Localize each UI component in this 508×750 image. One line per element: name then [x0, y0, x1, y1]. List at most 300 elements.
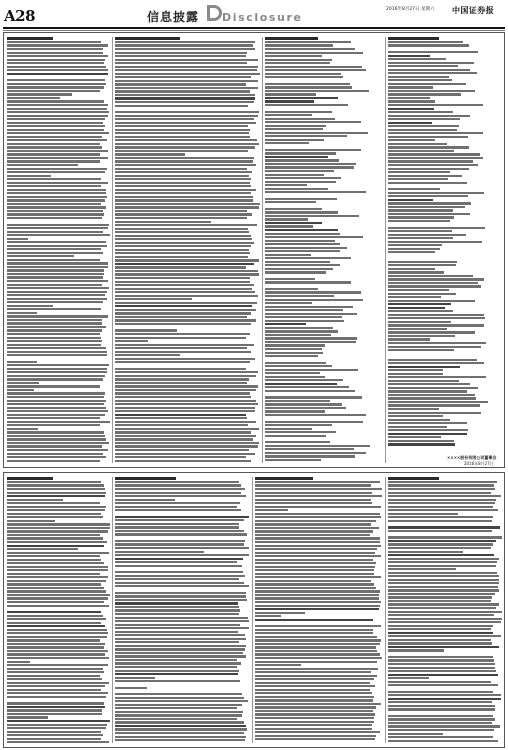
announcement-column-4: [388, 477, 502, 743]
text-line: [265, 236, 363, 238]
text-line: [388, 118, 460, 120]
text-line: [7, 175, 51, 177]
text-line: [7, 371, 107, 373]
text-line: [265, 177, 341, 179]
text-line: [115, 358, 255, 360]
text-line: [115, 66, 258, 68]
text-line: [115, 122, 256, 124]
text-line: [7, 139, 107, 141]
text-line: [7, 203, 101, 205]
text-line: [115, 606, 239, 608]
text-line: [265, 208, 322, 210]
text-line: [115, 721, 244, 723]
text-line: [115, 224, 257, 226]
text-line: [255, 601, 381, 603]
text-line: [115, 337, 246, 339]
text-line: [388, 639, 491, 641]
text-line: [388, 440, 454, 442]
text-line: [388, 72, 477, 74]
text-line: [255, 731, 380, 733]
text-line: [115, 228, 248, 230]
text-line: [115, 344, 254, 346]
text-line: [255, 619, 373, 621]
text-line: [255, 664, 301, 666]
text-line: [388, 125, 459, 127]
text-line: [7, 364, 109, 366]
text-line: [7, 269, 104, 271]
text-line: [265, 291, 361, 293]
text-line: [388, 195, 468, 197]
text-line: [7, 276, 103, 278]
text-line: [115, 739, 245, 741]
text-line: [115, 235, 251, 237]
text-line: [115, 516, 249, 518]
text-line: [255, 675, 377, 677]
text-line: [115, 115, 258, 117]
text-line: [7, 477, 53, 480]
text-line: [115, 118, 254, 120]
text-line: [7, 171, 105, 173]
text-line: [265, 135, 347, 137]
text-line: [265, 66, 362, 68]
text-line: [115, 641, 239, 643]
text-line: [115, 231, 249, 233]
text-line: [255, 738, 375, 740]
text-line: [388, 65, 458, 67]
text-line: [255, 477, 313, 480]
text-line: [115, 263, 254, 265]
text-line: [388, 293, 456, 295]
text-line: [7, 189, 106, 191]
text-line: [255, 605, 380, 607]
text-line: [255, 735, 376, 737]
text-line: [255, 537, 380, 539]
text-line: [265, 390, 355, 392]
text-line: [7, 639, 100, 641]
text-line: [115, 424, 248, 426]
text-line: [388, 575, 499, 577]
text-line: [388, 331, 475, 333]
text-line: [388, 628, 491, 630]
text-line: [255, 481, 380, 483]
text-line: [7, 622, 101, 624]
text-line: [388, 271, 444, 273]
text-line: [255, 682, 370, 684]
text-line: [388, 558, 499, 560]
text-line: [265, 352, 323, 354]
text-line: [255, 706, 376, 708]
text-line: [255, 710, 373, 712]
text-line: [7, 594, 110, 596]
text-line: [388, 362, 484, 364]
text-line: [7, 576, 108, 578]
text-line: [265, 302, 312, 304]
text-line: [7, 90, 100, 92]
text-line: [388, 582, 499, 584]
text-line: [255, 653, 380, 655]
text-line: [388, 199, 433, 201]
text-line: [265, 247, 347, 249]
text-line: [265, 97, 338, 99]
text-line: [7, 298, 107, 300]
text-line: [7, 315, 108, 317]
text-line: [7, 199, 105, 201]
announcement-date: 2016年8月27日: [464, 461, 494, 466]
text-line: [265, 327, 333, 329]
text-line: [115, 288, 252, 290]
text-line: [115, 192, 251, 194]
text-line: [115, 111, 259, 113]
text-line: [388, 499, 496, 501]
text-line: [115, 249, 249, 251]
text-line: [265, 365, 332, 367]
text-line: [388, 390, 467, 392]
text-line: [115, 638, 246, 640]
text-line: [115, 87, 258, 89]
text-line: [115, 129, 250, 131]
text-line: [255, 534, 370, 536]
text-line: [115, 52, 247, 54]
text-line: [388, 589, 499, 591]
text-line: [115, 704, 242, 706]
text-line: [115, 602, 238, 604]
text-line: [115, 645, 246, 647]
text-line: [7, 657, 109, 659]
text-line: [115, 298, 192, 300]
text-line: [255, 492, 372, 494]
text-line: [265, 383, 337, 385]
text-line: [265, 261, 330, 263]
text-line: [255, 717, 374, 719]
announcement-column-3: [265, 37, 383, 463]
text-line: [115, 125, 248, 127]
text-line: [255, 721, 374, 723]
text-line: [7, 389, 34, 391]
text-line: [388, 171, 450, 173]
text-line: [265, 295, 334, 297]
text-line: [255, 509, 288, 511]
text-line: [7, 653, 105, 655]
text-line: [255, 713, 375, 715]
text-line: [7, 245, 107, 247]
text-line: [388, 586, 498, 588]
text-line: [388, 611, 502, 613]
text-line: [255, 671, 371, 673]
header-rule-thin: [3, 30, 505, 31]
text-line: [115, 371, 258, 373]
text-line: [7, 322, 102, 324]
text-line: [265, 52, 363, 54]
text-line: [115, 217, 247, 219]
text-line: [115, 421, 256, 423]
text-line: [265, 76, 343, 78]
text-line: [7, 93, 72, 95]
text-line: [265, 86, 352, 88]
text-line: [115, 351, 251, 353]
text-line: [265, 376, 325, 378]
text-line: [7, 632, 108, 634]
text-line: [255, 569, 374, 571]
text-line: [115, 714, 242, 716]
text-line: [115, 143, 259, 145]
text-line: [115, 266, 246, 268]
text-line: [115, 417, 247, 419]
text-line: [7, 37, 53, 40]
text-line: [7, 301, 103, 303]
text-line: [388, 289, 449, 291]
text-line: [7, 453, 103, 455]
text-line: [265, 400, 330, 402]
text-line: [7, 685, 105, 687]
text-line: [115, 136, 250, 138]
text-line: [388, 307, 445, 309]
text-line: [7, 227, 108, 229]
text-line: [115, 620, 249, 622]
text-line: [115, 414, 246, 416]
text-line: [7, 569, 108, 571]
text-line: [255, 629, 373, 631]
text-line: [388, 733, 443, 735]
text-line: [115, 400, 256, 402]
text-line: [265, 48, 355, 50]
text-line: [7, 502, 100, 504]
text-line: [115, 613, 239, 615]
text-line: [7, 417, 100, 419]
text-line: [388, 698, 501, 700]
text-line: [115, 582, 244, 584]
text-line: [7, 692, 108, 694]
text-line: [115, 495, 246, 497]
text-line: [7, 559, 101, 561]
text-line: [115, 396, 251, 398]
text-line: [388, 111, 453, 113]
text-line: [115, 69, 257, 71]
text-line: [115, 693, 242, 695]
text-line: [115, 164, 256, 166]
text-line: [265, 448, 354, 450]
text-line: [7, 347, 106, 349]
text-line: [7, 100, 104, 102]
text-line: [115, 477, 176, 480]
text-line: [265, 243, 340, 245]
text-line: [7, 115, 108, 117]
text-line: [115, 502, 240, 504]
text-line: [388, 369, 443, 371]
text-line: [115, 385, 258, 387]
text-line: [7, 709, 102, 711]
text-line: [388, 282, 478, 284]
text-line: [7, 333, 100, 335]
text-line: [115, 41, 255, 43]
text-line: [115, 273, 259, 275]
text-line: [7, 59, 105, 61]
text-line: [115, 530, 244, 532]
text-line: [388, 234, 466, 236]
text-line: [115, 312, 251, 314]
text-line: [7, 650, 108, 652]
text-line: [7, 164, 78, 166]
text-line: [115, 571, 243, 573]
text-line: [388, 596, 492, 598]
text-line: [115, 55, 246, 57]
text-line: [115, 189, 256, 191]
text-line: [388, 160, 473, 162]
text-line: [388, 740, 498, 742]
text-line: [265, 431, 336, 433]
text-line: [388, 663, 495, 665]
text-line: [388, 502, 495, 504]
text-line: [115, 196, 253, 198]
text-line: [388, 346, 481, 348]
text-line: [7, 385, 100, 387]
text-line: [388, 349, 454, 351]
text-line: [115, 680, 240, 682]
text-line: [388, 342, 486, 344]
text-line: [388, 157, 483, 159]
text-line: [115, 48, 255, 50]
text-line: [265, 59, 332, 61]
text-line: [115, 445, 258, 447]
text-line: [7, 259, 100, 261]
text-line: [388, 674, 498, 676]
text-line: [7, 727, 106, 729]
text-line: [115, 256, 248, 258]
text-line: [388, 484, 494, 486]
text-line: [7, 168, 107, 170]
text-line: [265, 152, 336, 154]
text-line: [388, 603, 499, 605]
text-line: [388, 129, 457, 131]
text-line: [115, 94, 255, 96]
text-line: [115, 277, 250, 279]
text-line: [265, 41, 351, 43]
text-line: [115, 543, 244, 545]
text-line: [255, 573, 374, 575]
text-line: [388, 83, 466, 85]
text-line: [388, 554, 494, 556]
text-line: [7, 442, 109, 444]
text-line: [7, 643, 105, 645]
text-line: [388, 708, 495, 710]
text-line: [255, 696, 374, 698]
text-line: [7, 460, 100, 462]
text-line: [7, 294, 105, 296]
text-line: [7, 587, 104, 589]
text-line: [7, 118, 105, 120]
text-line: [7, 319, 102, 321]
text-line: [115, 80, 258, 82]
text-line: [115, 523, 239, 525]
text-line: [115, 354, 180, 356]
text-line: [7, 625, 105, 627]
text-line: [388, 607, 496, 609]
text-line: [115, 677, 155, 679]
text-line: [7, 682, 109, 684]
text-line: [115, 295, 258, 297]
text-line: [115, 291, 255, 293]
text-line: [255, 615, 281, 617]
text-line: [7, 255, 74, 257]
text-line: [265, 268, 333, 270]
text-line: [265, 250, 340, 252]
text-line: [265, 188, 328, 190]
text-line: [388, 261, 457, 263]
issue-date: 2016年8月27日 星期六: [386, 7, 435, 12]
text-line: [388, 670, 496, 672]
text-line: [388, 722, 492, 724]
text-line: [388, 237, 453, 239]
text-line: [388, 227, 485, 229]
text-line: [388, 429, 468, 431]
text-line: [388, 415, 443, 417]
text-line: [388, 551, 463, 553]
text-line: [388, 178, 448, 180]
text-line: [388, 192, 484, 194]
text-line: [115, 270, 258, 272]
text-line: [255, 562, 376, 564]
text-line: [115, 305, 252, 307]
text-line: [265, 410, 325, 412]
announcement-column-3: [255, 477, 383, 743]
text-line: [265, 69, 366, 71]
text-line: [255, 495, 382, 497]
text-line: [388, 324, 484, 326]
text-line: [265, 90, 369, 92]
text-line: [7, 136, 102, 138]
text-line: [115, 44, 253, 46]
text-line: [7, 329, 102, 331]
text-line: [265, 344, 325, 346]
text-line: [115, 736, 246, 738]
text-line: [7, 308, 101, 310]
text-line: [115, 547, 249, 549]
text-line: [7, 97, 60, 99]
text-line: [7, 284, 102, 286]
text-line: [388, 51, 478, 53]
text-line: [7, 354, 107, 356]
text-line: [115, 732, 244, 734]
text-line: [265, 233, 340, 235]
text-line: [265, 455, 355, 457]
text-line: [265, 222, 322, 224]
text-line: [388, 614, 494, 616]
text-line: [7, 509, 105, 511]
text-line: [7, 382, 39, 384]
text-line: [255, 520, 376, 522]
text-line: [7, 675, 100, 677]
text-line: [7, 618, 106, 620]
text-line: [388, 380, 459, 382]
text-line: [7, 646, 104, 648]
text-line: [115, 533, 247, 535]
text-line: [265, 452, 366, 454]
text-line: [115, 449, 249, 451]
text-line: [7, 400, 106, 402]
text-line: [388, 649, 444, 651]
text-line: [388, 401, 488, 403]
text-line: [265, 218, 308, 220]
text-line: [265, 372, 320, 374]
text-line: [388, 300, 475, 302]
text-line: [115, 62, 247, 64]
text-line: [115, 333, 250, 335]
text-line: [388, 108, 434, 110]
column-rule: [112, 477, 113, 743]
text-line: [388, 516, 493, 518]
text-line: [115, 438, 253, 440]
issuer-signature: ××××股份有限公司董事会: [447, 455, 497, 460]
text-line: [7, 248, 101, 250]
